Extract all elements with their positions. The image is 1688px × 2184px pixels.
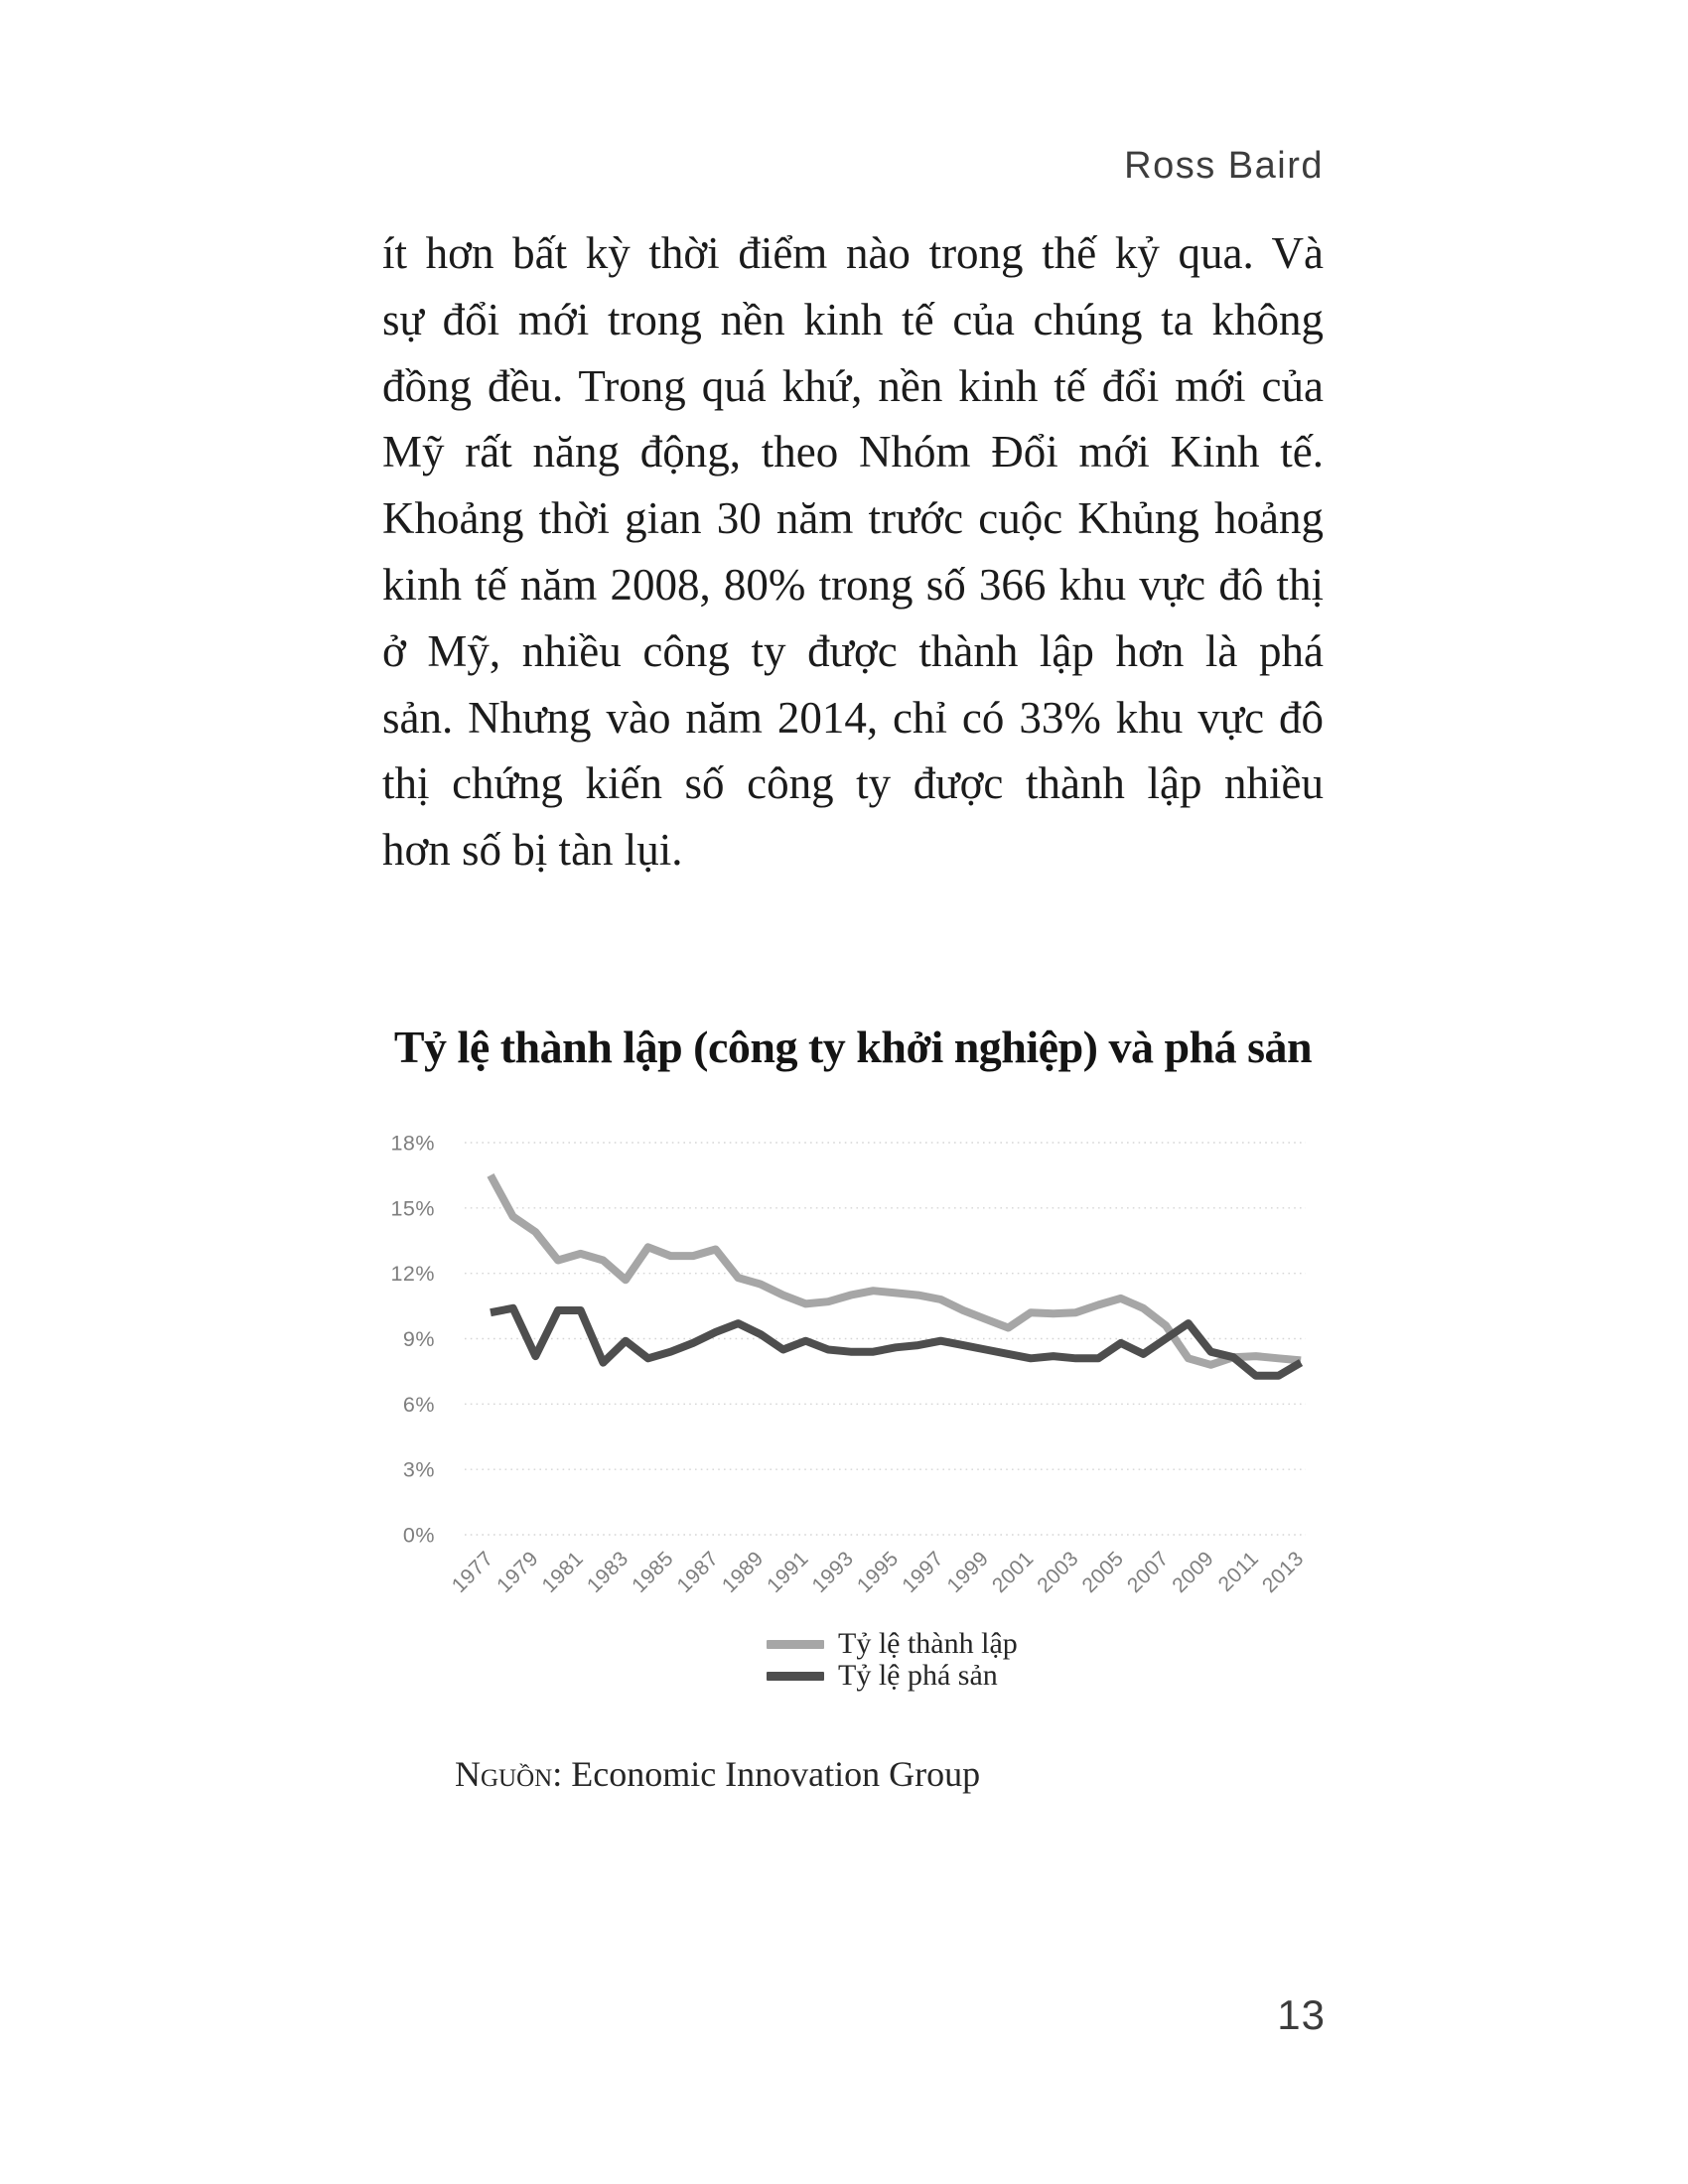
- y-tick-label: 9%: [402, 1327, 435, 1351]
- body-line: thị chứng kiến số công ty được thành lập nhiều: [382, 758, 1324, 809]
- body-line: Mỹ rất năng động, theo Nhóm Đổi mới Kinh tế.: [382, 427, 1324, 478]
- body-line: kinh tế năm 2008, 80% trong số 366 khu vực đô thị: [382, 559, 1324, 610]
- x-tick-label: 1991: [763, 1547, 813, 1597]
- source-text: Economic Innovation Group: [571, 1754, 981, 1794]
- body-line: sự đổi mới trong nền kinh tế của chúng ta không: [382, 294, 1324, 344]
- body-line: sản. Nhưng vào năm 2014, chỉ có 33% khu vực đô: [382, 692, 1324, 743]
- x-tick-label: 1997: [898, 1547, 948, 1597]
- x-tick-label: 2013: [1257, 1547, 1309, 1597]
- x-tick-label: 2011: [1213, 1547, 1264, 1596]
- x-tick-label: 2003: [1033, 1547, 1083, 1597]
- x-tick-label: 1979: [492, 1547, 543, 1597]
- running-header-author: Ross Baird: [1124, 145, 1324, 187]
- body-line: đồng đều. Trong quá khứ, nền kinh tế đổi mới của: [382, 360, 1324, 411]
- x-tick-label: 2009: [1168, 1547, 1218, 1597]
- legend-item-entry-rate: [767, 1628, 1018, 1660]
- body-paragraph: [382, 220, 1324, 884]
- x-tick-label: 1995: [852, 1547, 904, 1597]
- startup-failure-rate-chart: [377, 1112, 1331, 1618]
- y-tick-label: 3%: [402, 1457, 435, 1482]
- entry-rate-swatch: [767, 1640, 824, 1649]
- y-tick-label: 6%: [402, 1392, 435, 1417]
- entry-rate-line: [491, 1175, 1301, 1365]
- x-tick-label: 1993: [807, 1547, 859, 1597]
- x-tick-label: 1999: [942, 1547, 994, 1597]
- chart-title: Tỷ lệ thành lập (công ty khởi nghiệp) và phá sản: [393, 1022, 1313, 1072]
- chart-legend: [767, 1628, 1018, 1692]
- body-line: ít hơn bất kỳ thời điểm nào trong thế kỷ qua. Và: [382, 228, 1324, 278]
- legend-item-exit-rate: [767, 1660, 1018, 1692]
- body-line: hơn số bị tàn lụi.: [382, 825, 683, 876]
- x-tick-label: 2005: [1077, 1547, 1129, 1597]
- x-tick-label: 2007: [1122, 1547, 1174, 1597]
- legend-label: Tỷ lệ thành lập: [838, 1627, 1018, 1660]
- y-tick-label: 0%: [402, 1523, 435, 1548]
- x-tick-label: 1989: [717, 1547, 769, 1597]
- x-tick-label: 2001: [987, 1547, 1039, 1597]
- x-tick-label: 1985: [628, 1547, 678, 1597]
- x-tick-label: 1981: [537, 1547, 589, 1597]
- y-tick-label: 18%: [390, 1131, 435, 1156]
- body-line: ở Mỹ, nhiều công ty được thành lập hơn là phá: [382, 625, 1324, 676]
- x-tick-label: 1987: [672, 1547, 724, 1597]
- line-chart: [377, 1112, 1331, 1618]
- legend-label: Tỷ lệ phá sản: [838, 1659, 998, 1692]
- x-tick-label: 1977: [447, 1547, 498, 1597]
- exit-rate-swatch: [767, 1672, 824, 1681]
- chart-source: [455, 1753, 980, 1795]
- x-tick-label: 1983: [582, 1547, 633, 1597]
- page-number: 13: [1277, 1991, 1326, 2038]
- source-label: Nguồn:: [455, 1754, 563, 1794]
- y-tick-label: 12%: [390, 1262, 435, 1287]
- body-line: Khoảng thời gian 30 năm trước cuộc Khủng hoảng: [382, 493, 1324, 544]
- y-tick-label: 15%: [390, 1196, 435, 1221]
